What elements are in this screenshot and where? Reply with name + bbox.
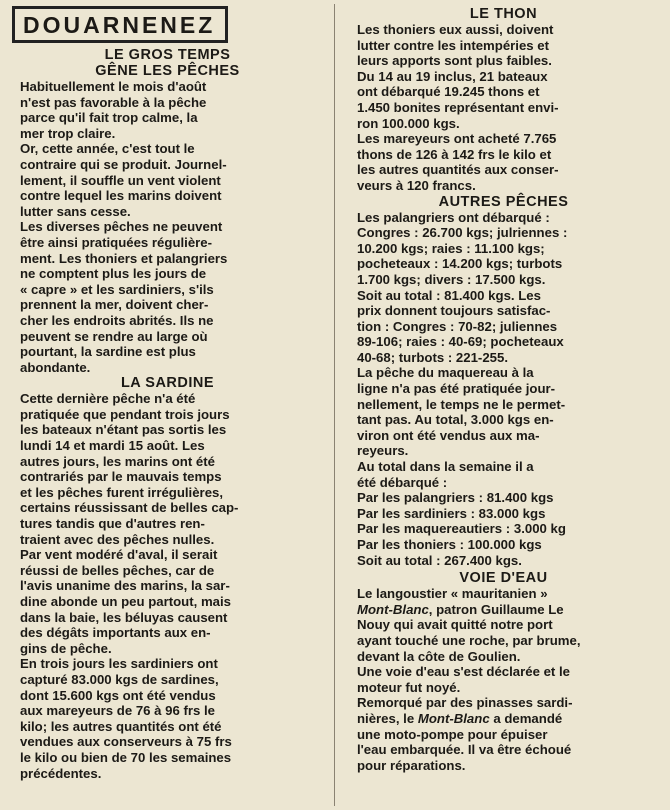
list-item: Par les sardiniers : 83.000 kgs [357,505,546,521]
left-column [0,0,333,810]
list-item: Par les palangriers : 81.400 kgs [357,490,554,506]
paragraph: Le langoustier « mauritanien » Mont-Blanc, patron Guillaume Le Nouy qui avait quitté notre port ayant touché une roche, par brume, devant la côte de Goulien. Une voie d'eau s'est déclarée et le moteur fut noyé. [357,586,581,695]
section-banner: DOUARNENEZ [12,6,228,43]
list-item: Par les maquereautiers : 3.000 kg [357,521,566,537]
paragraph: Remorqué par des pinasses sardi- nières, le Mont-Blanc a demandé une moto-pompe pour épuiser l'eau embarquée. Il va être échoué pour réparations. [357,695,573,773]
paragraph: Les mareyeurs ont acheté 7.765 thons de 126 à 142 frs le kilo et les autres quantités aux conser- veurs à 120 francs. [357,131,559,193]
paragraph: Les diverses pêches ne peuvent être ainsi pratiquées régulière- ment. Les thoniers et palangriers ne comptent plus les jours de « capre » et les sardiniers, s'ils prennent la mer, doivent cher- cher les endroits abrités. Ils ne peuvent se rendre au large où pourtant, la sardine est plus abondante. [20,219,228,375]
paragraph: Or, cette année, c'est tout le contraire qui se produit. Journel- lement, il souffle un vent violent contre lequel les marins doivent lutter sans cesse. [20,141,227,219]
list-item: Soit au total : 267.400 kgs. [357,552,522,568]
paragraph: Cette dernière pêche n'a été pratiquée que pendant trois jours les bateaux n'étant pas sortis les lundi 14 et mardi 15 août. Les autres jours, les marins ont été contrariés par le mauvais temps et les pêches furent irrégulières, certains réussissant de belles cap- tures tandis que d'autres ren- traient avec des pêches nulles. Par vent modéré d'aval, il serait réussi de belles pêches, car de l'avis unanime des marins, la sar- dine abonde un peu partout, mais dans la baie, les béluyas causent des dégâts importants aux en- gins de pêche. [20,391,239,656]
paragraph: Les thoniers eux aussi, doivent lutter contre les intempéries et leurs apports sont plus faibles. Du 14 au 19 inclus, 21 bateaux ont débarqué 19.245 thons et 1.450 bonites représentant envi- ron 100.000 kgs. [357,22,559,131]
paragraph: Les palangriers ont débarqué : Congres : 26.700 kgs; julriennes : 10.200 kgs; raies : 11.100 kgs; pocheteaux : 14.200 kgs; turbots 1.700 kgs; divers : 17.500 kgs. [357,209,568,287]
headline-gros-temps: LE GROS TEMPS GÊNE LES PÊCHES [95,47,240,79]
list-item: Par les thoniers : 100.000 kgs [357,537,542,552]
paragraph: En trois jours les sardiniers ont capturé 83.000 kgs de sardines, dont 15.600 kgs ont été vendus aux mareyeurs de 76 à 96 frs le kilo; les autres quantités ont été vendues aux conserveurs à 75 frs le kilo ou bien de 70 les semaines précédentes. [20,656,232,781]
headline-thon: LE THON [469,6,538,22]
headline-autres-peches: AUTRES PÊCHES [438,193,569,210]
paragraph: Soit au total : 81.400 kgs. Les prix donnent toujours satisfac- tion : Congres : 70-82; juliennes 89-106; raies : 40-69; pocheteaux 40-68; turbots : 221-255. [357,287,564,365]
landings-summary-list [345,490,662,568]
paragraph: La pêche du maquereau à la ligne n'a pas été pratiquée jour- nellement, le temps ne le permet- tant pas. Au total, 3.000 kgs en- viron ont été vendus aux ma- reyeurs. [357,365,566,459]
headline-sardine: LA SARDINE [120,375,215,392]
paragraph: Habituellement le mois d'août n'est pas favorable à la pêche parce qu'il fait trop calme, la mer trop claire. [20,79,207,141]
column-divider [334,4,335,806]
headline-voie-d-eau: VOIE D'EAU [459,570,548,587]
right-column [337,0,670,810]
paragraph: Au total dans la semaine il a été débarqué : [357,459,534,490]
